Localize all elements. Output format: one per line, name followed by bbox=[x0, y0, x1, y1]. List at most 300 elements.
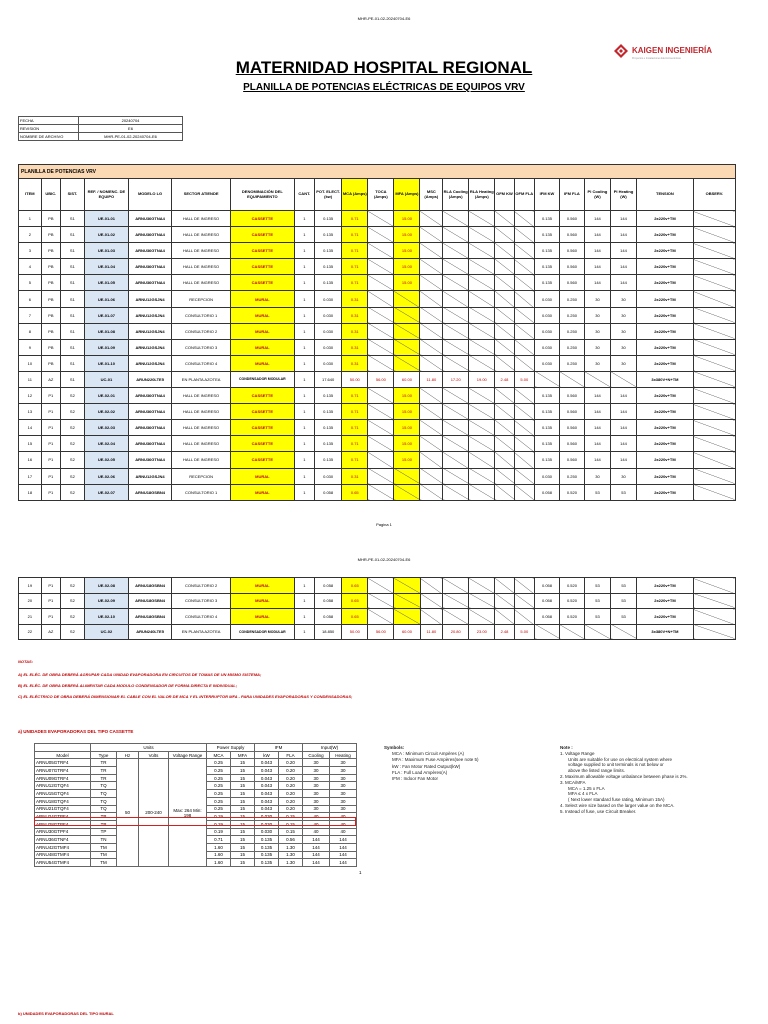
cell-ifm-kw: 0.135 bbox=[535, 420, 560, 436]
cell-tension: 2x220v+TM bbox=[637, 436, 694, 452]
cell-toca bbox=[368, 420, 394, 436]
cell-pot: 0.030 bbox=[315, 468, 342, 484]
spec-mca: 0.25 bbox=[207, 797, 231, 805]
cell-mfa bbox=[394, 609, 420, 625]
cell-ubic: AZ bbox=[41, 371, 60, 387]
spec-mca: 0.19 bbox=[207, 820, 231, 828]
cell-rla-heating bbox=[469, 211, 495, 227]
cell-ofm-kw bbox=[495, 291, 514, 307]
cell-sist: S1 bbox=[60, 371, 84, 387]
cell-mca: 0.71 bbox=[342, 420, 368, 436]
cell-ofm-kw bbox=[495, 323, 514, 339]
cell-rla-cooling bbox=[443, 227, 469, 243]
cell-ofm-kw bbox=[495, 468, 514, 484]
spec-fla: 0.20 bbox=[279, 774, 303, 782]
cell-pi-cooling: 30 bbox=[584, 291, 610, 307]
cell-mfa: 15.00 bbox=[394, 243, 420, 259]
spec-type: TM bbox=[91, 859, 117, 867]
spec-note-line: voltage supplied to unit terminals is not below or bbox=[568, 762, 664, 768]
cell-item: 11 bbox=[19, 371, 42, 387]
cell-ifm-kw: 0.058 bbox=[535, 484, 560, 500]
cell-sist: S1 bbox=[60, 339, 84, 355]
header-rla-cooling: RLA Cooling (Amps) bbox=[443, 179, 469, 211]
spec-mca: 0.19 bbox=[207, 828, 231, 836]
cell-ofm-kw bbox=[495, 484, 514, 500]
spec-type: TQ bbox=[91, 797, 117, 805]
meta-value: E6 bbox=[79, 125, 183, 133]
cell-rla-heating bbox=[469, 227, 495, 243]
spec-mca: 1.60 bbox=[207, 843, 231, 851]
spec-fla: 0.15 bbox=[279, 813, 303, 821]
cell-ofm-fla bbox=[514, 593, 534, 609]
spec-cooling: 40 bbox=[303, 820, 330, 828]
cell-observ bbox=[693, 420, 735, 436]
cell-pi-heating: 144 bbox=[610, 420, 636, 436]
spec-kw: 0.043 bbox=[255, 767, 279, 775]
table-row bbox=[19, 404, 736, 420]
cell-item: 5 bbox=[19, 275, 42, 291]
cell-ifm-fla: 0.250 bbox=[559, 468, 584, 484]
cell-tension: 2x220v+TM bbox=[637, 355, 694, 371]
cell-pot: 0.135 bbox=[315, 436, 342, 452]
cell-tension: 2x220v+TM bbox=[637, 593, 694, 609]
cell-sector: CONSULTORIO 3 bbox=[172, 339, 231, 355]
cell-ubic: P1 bbox=[41, 609, 60, 625]
cell-tension: 2x220v+TM bbox=[637, 211, 694, 227]
cell-sector: HALL DE INGRESO bbox=[172, 243, 231, 259]
cell-pi-cooling: 53 bbox=[584, 609, 610, 625]
cell-mca: 0.71 bbox=[342, 275, 368, 291]
cell-rla-cooling bbox=[443, 291, 469, 307]
cell-ifm-kw: 0.058 bbox=[535, 609, 560, 625]
cell-msc bbox=[420, 404, 443, 420]
cell-msc bbox=[420, 307, 443, 323]
cell-ubic: PB bbox=[41, 227, 60, 243]
cell-toca bbox=[368, 291, 394, 307]
cell-modelo: ARNU12GSJN4 bbox=[129, 291, 172, 307]
cell-cant: 1 bbox=[294, 404, 314, 420]
cell-sector: CONSULTORIO 1 bbox=[172, 484, 231, 500]
spec-col-kw: kW bbox=[255, 751, 279, 759]
cell-tension: 2x220v+TM bbox=[637, 452, 694, 468]
cell-rla-heating bbox=[469, 484, 495, 500]
section-b-title: b) UNIDADES EVAPORADORAS DEL TIPO MURAL bbox=[18, 1011, 114, 1016]
cell-pot: 0.135 bbox=[315, 227, 342, 243]
cell-ifm-kw: 0.030 bbox=[535, 323, 560, 339]
cell-mca: 0.31 bbox=[342, 307, 368, 323]
cell-cant: 1 bbox=[294, 371, 314, 387]
cell-rla-heating bbox=[469, 355, 495, 371]
spec-type: TN bbox=[91, 836, 117, 844]
spec-type: TR bbox=[91, 767, 117, 775]
cell-toca bbox=[368, 259, 394, 275]
cell-ubic: PB bbox=[41, 323, 60, 339]
vrv-power-table-page2 bbox=[18, 577, 736, 640]
cell-ifm-fla: 0.560 bbox=[559, 404, 584, 420]
cell-msc bbox=[420, 211, 443, 227]
note-b: B) EL ELÉC. DE OBRA DEBERÁ ALIMENTAR CADA MODULO CONDENSADOR DE FORMA DIRECTA E INDIVIDUAL; bbox=[18, 683, 238, 688]
cell-toca: 56.00 bbox=[368, 371, 394, 387]
cell-tension: 2x220v+TM bbox=[637, 388, 694, 404]
spec-heating: 30 bbox=[330, 767, 357, 775]
cell-ofm-kw bbox=[495, 388, 514, 404]
cell-ofm-kw bbox=[495, 578, 514, 594]
cell-observ bbox=[693, 388, 735, 404]
meta-value: 20240704 bbox=[79, 117, 183, 125]
cell-sist: S1 bbox=[60, 275, 84, 291]
cell-mfa bbox=[394, 323, 420, 339]
spec-col-heating: Heating bbox=[330, 751, 357, 759]
cell-ofm-kw bbox=[495, 436, 514, 452]
cell-ifm-fla: 0.250 bbox=[559, 355, 584, 371]
cell-mfa: 15.00 bbox=[394, 211, 420, 227]
spec-col-fla: FLA bbox=[279, 751, 303, 759]
cell-observ bbox=[693, 609, 735, 625]
cell-mfa bbox=[394, 355, 420, 371]
spec-model: ARNU15GTQF4 bbox=[35, 790, 91, 798]
spec-fla: 0.56 bbox=[279, 836, 303, 844]
spec-mfa: 15 bbox=[231, 836, 255, 844]
cell-sist: S1 bbox=[60, 259, 84, 275]
cell-ofm-kw: 2.48 bbox=[495, 371, 514, 387]
spec-note-line: above the listed range limits. bbox=[568, 768, 626, 774]
cell-toca bbox=[368, 388, 394, 404]
spec-group-ifm: IFM bbox=[255, 744, 303, 752]
spec-fla: 1.30 bbox=[279, 843, 303, 851]
cell-denominacion: CONDENSADOR MODULAR bbox=[231, 624, 295, 640]
cell-toca: 56.00 bbox=[368, 624, 394, 640]
spec-mfa: 15 bbox=[231, 774, 255, 782]
cell-ofm-fla bbox=[514, 452, 534, 468]
cell-rla-cooling bbox=[443, 609, 469, 625]
cell-rla-cooling bbox=[443, 388, 469, 404]
table-row bbox=[19, 211, 736, 227]
cell-denominacion: CASSETTE bbox=[231, 275, 295, 291]
cell-pot: 0.058 bbox=[315, 609, 342, 625]
cell-rla-heating: 23.00 bbox=[469, 624, 495, 640]
cell-modelo: ARNU12GSJN4 bbox=[129, 468, 172, 484]
cell-ifm-fla: 0.520 bbox=[559, 484, 584, 500]
cell-mca: 0.71 bbox=[342, 404, 368, 420]
cell-item: 19 bbox=[19, 578, 42, 594]
spec-heating: 40 bbox=[330, 828, 357, 836]
document-subtitle: PLANILLA DE POTENCIAS ELÉCTRICAS DE EQUIPOS VRV bbox=[243, 82, 525, 93]
cell-modelo: ARNU12GSJN4 bbox=[129, 323, 172, 339]
page-number: Pagina 1 bbox=[376, 522, 392, 527]
cell-ref: UE-01-01 bbox=[84, 211, 128, 227]
table-row bbox=[19, 593, 736, 609]
spec-heating: 144 bbox=[330, 859, 357, 867]
cell-denominacion: CASSETTE bbox=[231, 420, 295, 436]
document-id-page2: MHR-PE-01-02-20240704-E6 bbox=[357, 557, 411, 562]
cell-msc bbox=[420, 593, 443, 609]
cell-ifm-kw: 0.030 bbox=[535, 355, 560, 371]
spec-mfa: 15 bbox=[231, 843, 255, 851]
cell-ofm-kw bbox=[495, 339, 514, 355]
table-row bbox=[19, 578, 736, 594]
meta-label: FECHA bbox=[19, 117, 79, 125]
spec-model: ARNU18GTQF4 bbox=[35, 797, 91, 805]
cell-rla-heating bbox=[469, 307, 495, 323]
cell-ifm-fla: 0.560 bbox=[559, 275, 584, 291]
cell-mca: 0.65 bbox=[342, 578, 368, 594]
spec-kw: 0.030 bbox=[255, 828, 279, 836]
spec-type: TR bbox=[91, 759, 117, 767]
cell-ubic: P1 bbox=[41, 468, 60, 484]
cell-pi-cooling: 144 bbox=[584, 420, 610, 436]
cell-cant: 1 bbox=[294, 275, 314, 291]
spec-kw: 0.135 bbox=[255, 843, 279, 851]
spec-note-line: MFA ≤ 4 x FLA bbox=[568, 791, 598, 797]
cell-sector: HALL DE INGRESO bbox=[172, 259, 231, 275]
cell-rla-cooling bbox=[443, 355, 469, 371]
cell-cant: 1 bbox=[294, 243, 314, 259]
cell-ubic: PB bbox=[41, 307, 60, 323]
spec-type: TQ bbox=[91, 805, 117, 813]
cell-ubic: P1 bbox=[41, 578, 60, 594]
spec-mca: 0.25 bbox=[207, 805, 231, 813]
header-ubic: UBIC. bbox=[41, 179, 60, 211]
spec-note-line: MCA = 1.25 x FLA bbox=[568, 785, 605, 791]
cell-pi-cooling: 53 bbox=[584, 484, 610, 500]
meta-row bbox=[19, 133, 183, 141]
cell-cant: 1 bbox=[294, 227, 314, 243]
cell-rla-heating bbox=[469, 578, 495, 594]
cell-rla-cooling bbox=[443, 452, 469, 468]
spec-fla: 0.20 bbox=[279, 767, 303, 775]
cell-cant: 1 bbox=[294, 339, 314, 355]
cell-observ bbox=[693, 211, 735, 227]
cell-sist: S1 bbox=[60, 227, 84, 243]
spec-mca: 0.25 bbox=[207, 782, 231, 790]
cell-pot: 0.030 bbox=[315, 291, 342, 307]
spec-cooling: 30 bbox=[303, 767, 330, 775]
cell-cant: 1 bbox=[294, 468, 314, 484]
cell-ofm-fla bbox=[514, 307, 534, 323]
cell-ifm-kw: 0.030 bbox=[535, 291, 560, 307]
spec-col-cooling: Cooling bbox=[303, 751, 330, 759]
spec-model: ARNU21GTQF4 bbox=[35, 805, 91, 813]
cell-pi-cooling: 144 bbox=[584, 404, 610, 420]
cell-ubic: PB bbox=[41, 339, 60, 355]
table-row bbox=[19, 624, 736, 640]
cell-ifm-kw: 0.030 bbox=[535, 339, 560, 355]
cell-modelo: ARNU36GTNA4 bbox=[129, 404, 172, 420]
cell-ifm-kw: 0.135 bbox=[535, 243, 560, 259]
cell-cant: 1 bbox=[294, 259, 314, 275]
cell-ubic: PB bbox=[41, 355, 60, 371]
cell-item: 22 bbox=[19, 624, 42, 640]
cell-msc: 11.80 bbox=[420, 371, 443, 387]
cell-denominacion: MURAL bbox=[231, 484, 295, 500]
cell-rla-heating bbox=[469, 291, 495, 307]
symbol-line: MCA : Minimum Circuit Ampères (A) bbox=[392, 751, 465, 757]
cell-ubic: PB bbox=[41, 243, 60, 259]
spec-cooling: 30 bbox=[303, 797, 330, 805]
cell-sector: CONSULTORIO 2 bbox=[172, 578, 231, 594]
cell-ifm-kw: 0.135 bbox=[535, 211, 560, 227]
meta-row bbox=[19, 125, 183, 133]
cell-item: 12 bbox=[19, 388, 42, 404]
cell-ref: UE-02-07 bbox=[84, 484, 128, 500]
cell-rla-heating bbox=[469, 593, 495, 609]
cell-ref: UE-02-02 bbox=[84, 404, 128, 420]
spec-model: ARNU09GTRF4 bbox=[35, 774, 91, 782]
cell-ofm-fla: 5.00 bbox=[514, 624, 534, 640]
cell-observ bbox=[693, 593, 735, 609]
spec-note-title: Note : bbox=[560, 745, 573, 750]
cell-rla-cooling bbox=[443, 307, 469, 323]
symbol-line: kW : Fan Motor Rated Output(kW) bbox=[392, 763, 461, 769]
cell-tension: 3x380V+N+TM bbox=[637, 624, 694, 640]
cell-mca: 50.00 bbox=[342, 624, 368, 640]
cell-ofm-kw bbox=[495, 420, 514, 436]
cell-pi-heating: 30 bbox=[610, 468, 636, 484]
cell-sector: EN PLANTA AZOTEA bbox=[172, 371, 231, 387]
logo-name: KAIGEN INGENIERÍA bbox=[632, 46, 713, 55]
cell-sist: S1 bbox=[60, 291, 84, 307]
cell-msc bbox=[420, 436, 443, 452]
header-pi-heating: PI Heating (W) bbox=[610, 179, 636, 211]
cell-denominacion: MURAL bbox=[231, 355, 295, 371]
header-mfa: MFA (Amps) bbox=[394, 179, 420, 211]
cell-msc bbox=[420, 420, 443, 436]
cell-cant: 1 bbox=[294, 624, 314, 640]
spec-voltage-range: Max: 264 Min: 198 bbox=[169, 759, 207, 867]
cell-ifm-kw: 0.135 bbox=[535, 404, 560, 420]
cell-pi-cooling: 144 bbox=[584, 227, 610, 243]
cell-observ bbox=[693, 468, 735, 484]
cell-modelo: ARNU36GTNA4 bbox=[129, 452, 172, 468]
cell-pot: 0.058 bbox=[315, 578, 342, 594]
cell-msc bbox=[420, 323, 443, 339]
cell-ofm-fla bbox=[514, 355, 534, 371]
cell-rla-cooling: 17.20 bbox=[443, 371, 469, 387]
cell-item: 4 bbox=[19, 259, 42, 275]
cell-rla-heating bbox=[469, 468, 495, 484]
cell-observ bbox=[693, 371, 735, 387]
cell-pi-cooling: 30 bbox=[584, 307, 610, 323]
cell-observ bbox=[693, 355, 735, 371]
cell-denominacion: MURAL bbox=[231, 339, 295, 355]
cell-rla-cooling bbox=[443, 275, 469, 291]
spec-note-line: Units are suitable for use on electrical system where bbox=[568, 756, 673, 762]
table-row bbox=[19, 468, 736, 484]
cell-ofm-fla bbox=[514, 388, 534, 404]
cell-observ bbox=[693, 578, 735, 594]
cell-denominacion: MURAL bbox=[231, 578, 295, 594]
cell-mca: 0.31 bbox=[342, 291, 368, 307]
header-ref: REF. / NOMENC. DE EQUIPO bbox=[84, 179, 128, 211]
cell-tension: 2x220v+TM bbox=[637, 227, 694, 243]
cell-rla-cooling bbox=[443, 211, 469, 227]
cell-denominacion: CASSETTE bbox=[231, 388, 295, 404]
cell-ofm-fla bbox=[514, 227, 534, 243]
cell-ref: UE-02-06 bbox=[84, 468, 128, 484]
cell-observ bbox=[693, 624, 735, 640]
cell-tension: 2x220v+TM bbox=[637, 609, 694, 625]
cell-msc bbox=[420, 578, 443, 594]
cell-cant: 1 bbox=[294, 307, 314, 323]
spec-type: TP bbox=[91, 828, 117, 836]
cell-mfa: 15.00 bbox=[394, 436, 420, 452]
cell-ref: UE-01-03 bbox=[84, 243, 128, 259]
header-pi-cooling: PI Cooling (W) bbox=[584, 179, 610, 211]
cell-denominacion: CASSETTE bbox=[231, 227, 295, 243]
cell-item: 14 bbox=[19, 420, 42, 436]
cell-cant: 1 bbox=[294, 593, 314, 609]
spec-cooling: 144 bbox=[303, 843, 330, 851]
cell-mca: 0.71 bbox=[342, 243, 368, 259]
cell-pi-heating: 30 bbox=[610, 307, 636, 323]
spec-kw: 0.030 bbox=[255, 820, 279, 828]
header-observ: OBSERV. bbox=[693, 179, 735, 211]
cell-sector: RECEPCION bbox=[172, 291, 231, 307]
spec-col-model: Model bbox=[35, 751, 91, 759]
cell-item: 18 bbox=[19, 484, 42, 500]
spec-fla: 0.20 bbox=[279, 805, 303, 813]
cell-tension: 2x220v+TM bbox=[637, 404, 694, 420]
table-row bbox=[19, 307, 736, 323]
cell-ubic: PB bbox=[41, 211, 60, 227]
spec-cooling: 144 bbox=[303, 836, 330, 844]
spec-type: TM bbox=[91, 851, 117, 859]
cell-denominacion: MURAL bbox=[231, 307, 295, 323]
cell-cant: 1 bbox=[294, 484, 314, 500]
spec-fla: 1.30 bbox=[279, 851, 303, 859]
spec-cooling: 144 bbox=[303, 851, 330, 859]
cell-mfa: 15.00 bbox=[394, 404, 420, 420]
cell-ifm-kw: 0.135 bbox=[535, 436, 560, 452]
cell-ubic: P1 bbox=[41, 404, 60, 420]
spec-cooling: 30 bbox=[303, 774, 330, 782]
spec-cooling: 30 bbox=[303, 782, 330, 790]
cell-sector: HALL DE INGRESO bbox=[172, 227, 231, 243]
cell-pot: 0.135 bbox=[315, 452, 342, 468]
cell-mfa bbox=[394, 593, 420, 609]
spec-model: ARNU48GTMF4 bbox=[35, 851, 91, 859]
cell-pi-heating: 30 bbox=[610, 323, 636, 339]
spec-fla: 0.20 bbox=[279, 782, 303, 790]
cell-pi-heating: 144 bbox=[610, 452, 636, 468]
cell-pot: 0.135 bbox=[315, 211, 342, 227]
cell-ifm-fla: 0.560 bbox=[559, 211, 584, 227]
cell-sist: S1 bbox=[60, 307, 84, 323]
cell-toca bbox=[368, 323, 394, 339]
cell-observ bbox=[693, 307, 735, 323]
cell-observ bbox=[693, 339, 735, 355]
spec-heating: 30 bbox=[330, 790, 357, 798]
spec-kw: 0.043 bbox=[255, 790, 279, 798]
cell-ofm-kw bbox=[495, 404, 514, 420]
cell-ubic: P1 bbox=[41, 436, 60, 452]
cell-ifm-kw: 0.135 bbox=[535, 227, 560, 243]
cell-ifm-fla: 0.520 bbox=[559, 578, 584, 594]
table-header-row bbox=[19, 179, 736, 211]
spec-mca: 0.25 bbox=[207, 790, 231, 798]
cell-item: 6 bbox=[19, 291, 42, 307]
spec-kw: 0.030 bbox=[255, 813, 279, 821]
table-band-title: PLANILLA DE POTENCIAS VRV bbox=[19, 165, 736, 179]
cell-ifm-fla: 0.560 bbox=[559, 243, 584, 259]
document-id-top: MHR-PE-01-02-20240704-E6 bbox=[357, 16, 411, 21]
cell-sector: CONSULTORIO 4 bbox=[172, 355, 231, 371]
symbol-line: IFM : Indoor Fan Motor bbox=[392, 776, 439, 782]
spec-note-line: 5. Instead of fuse, use Circuit Breaker. bbox=[560, 808, 637, 814]
cell-rla-cooling: 20.80 bbox=[443, 624, 469, 640]
cell-mfa bbox=[394, 339, 420, 355]
table-row bbox=[19, 323, 736, 339]
